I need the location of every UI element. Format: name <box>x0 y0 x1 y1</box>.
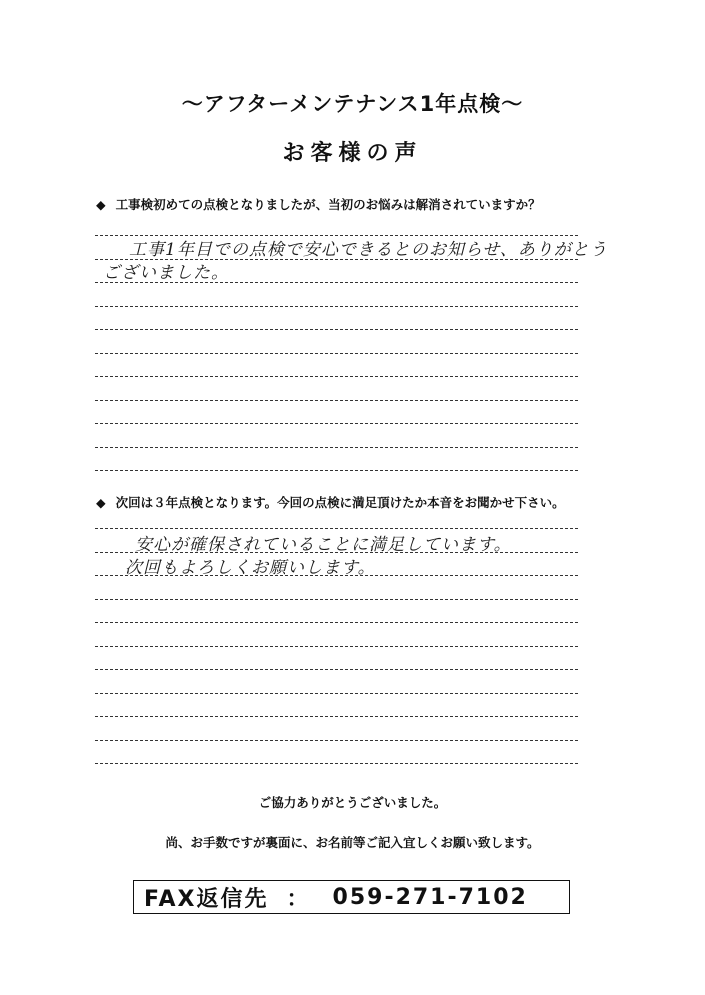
ruled-line <box>95 716 578 717</box>
ruled-line <box>95 306 578 307</box>
ruled-line <box>95 622 578 623</box>
answer-1-line-1: 工事1年目での点検で安心できるとのお知らせ、ありがとう <box>129 240 608 260</box>
fax-label: FAX返信先 <box>144 886 269 912</box>
ruled-line <box>95 400 578 401</box>
thanks-message: ご協力ありがとうございました。 <box>258 795 447 810</box>
question-1-text: 工事検初めての点検となりましたが、当初のお悩みは解消されていますか？ <box>115 197 541 212</box>
form-title: ～アフターメンテナンス1年点検～ <box>181 92 524 116</box>
ruled-line <box>95 693 578 694</box>
fax-separator: ： <box>286 886 311 912</box>
ruled-line <box>95 646 578 647</box>
ruled-line <box>95 376 578 377</box>
answer-2-line-1: 安心が確保されていることに満足しています。 <box>135 535 512 555</box>
ruled-line <box>95 599 578 600</box>
fax-box <box>133 880 570 914</box>
ruled-line <box>95 740 578 741</box>
form-subtitle: お客様の声 <box>282 141 423 166</box>
question-2 <box>96 493 565 511</box>
diamond-bullet-icon: ◆ <box>96 495 106 510</box>
ruled-line <box>95 353 578 354</box>
ruled-line <box>95 423 578 424</box>
answer-2-lines <box>95 528 578 763</box>
return-note: 尚、お手数ですが裏面に、お名前等ご記入宜しくお願い致します。 <box>165 835 540 850</box>
diamond-bullet-icon: ◆ <box>96 197 106 212</box>
question-2-text: 次回は３年点検となります。今回の点検に満足頂けたか本音をお聞かせ下さい。 <box>115 495 565 510</box>
ruled-line <box>95 329 578 330</box>
ruled-line <box>95 763 578 764</box>
ruled-line <box>95 470 578 471</box>
answer-2-line-2: 次回もよろしくお願いします。 <box>125 558 376 578</box>
answer-1-lines <box>95 235 608 470</box>
ruled-line <box>95 447 578 448</box>
answer-1-line-2: ございました。 <box>103 263 229 283</box>
ruled-line <box>95 528 578 529</box>
fax-number: 059-271-7102 <box>332 884 528 910</box>
question-1 <box>96 195 541 213</box>
ruled-line <box>95 669 578 670</box>
